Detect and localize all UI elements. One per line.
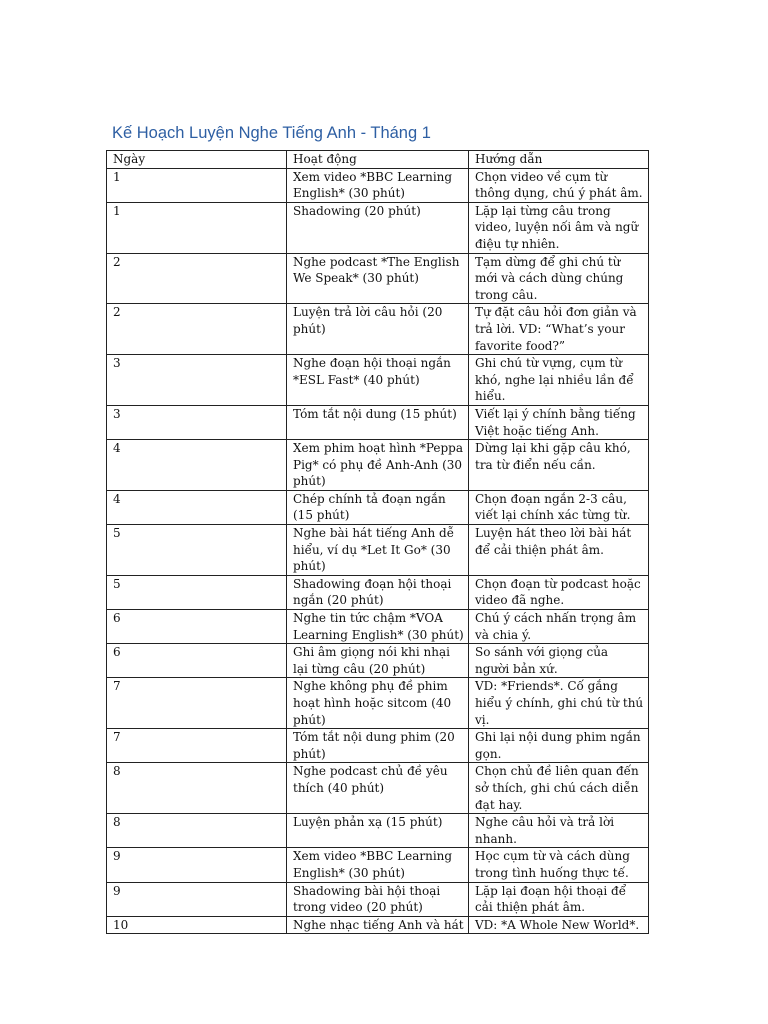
cell-guide: Chọn đoạn từ podcast hoặc video đã nghe. <box>469 575 649 609</box>
cell-guide: Ghi chú từ vựng, cụm từ khó, nghe lại nhiều lần để hiểu. <box>469 355 649 406</box>
cell-guide: Chọn video về cụm từ thông dụng, chú ý phát âm. <box>469 168 649 202</box>
table-row <box>107 644 649 678</box>
cell-activity: Nghe tin tức chậm *VOA Learning English* (30 phút) <box>287 610 469 644</box>
table-row <box>107 405 649 439</box>
cell-activity: Luyện phản xạ (15 phút) <box>287 814 469 848</box>
cell-day: 6 <box>107 644 287 678</box>
plan-table <box>106 150 649 934</box>
header-activity: Hoạt động <box>287 151 469 169</box>
cell-day: 4 <box>107 440 287 491</box>
cell-guide: Chọn đoạn ngắn 2-3 câu, viết lại chính xác từng từ. <box>469 490 649 524</box>
cell-day: 3 <box>107 405 287 439</box>
table-row <box>107 168 649 202</box>
table-row <box>107 678 649 729</box>
cell-activity: Xem phim hoạt hình *Peppa Pig* có phụ đề Anh-Anh (30 phút) <box>287 440 469 491</box>
cell-guide: Dừng lại khi gặp câu khó, tra từ điển nếu cần. <box>469 440 649 491</box>
table-row <box>107 525 649 576</box>
table-row <box>107 355 649 406</box>
cell-guide: Chú ý cách nhấn trọng âm và chia ý. <box>469 610 649 644</box>
cell-activity: Ghi âm giọng nói khi nhại lại từng câu (20 phút) <box>287 644 469 678</box>
header-guide: Hướng dẫn <box>469 151 649 169</box>
table-body <box>107 168 649 934</box>
cell-activity: Nghe bài hát tiếng Anh dễ hiểu, ví dụ *Let It Go* (30 phút) <box>287 525 469 576</box>
cell-day: 7 <box>107 678 287 729</box>
cell-guide: Lặp lại đoạn hội thoại để cải thiện phát âm. <box>469 882 649 916</box>
cell-guide: Tự đặt câu hỏi đơn giản và trả lời. VD: “What’s your favorite food?” <box>469 304 649 355</box>
table-row <box>107 882 649 916</box>
cell-day: 6 <box>107 610 287 644</box>
cell-day: 1 <box>107 168 287 202</box>
cell-guide: VD: *Friends*. Cố gắng hiểu ý chính, ghi chú từ thú vị. <box>469 678 649 729</box>
table-row <box>107 848 649 882</box>
cell-day: 9 <box>107 882 287 916</box>
cell-guide: Viết lại ý chính bằng tiếng Việt hoặc tiếng Anh. <box>469 405 649 439</box>
cell-guide: Chọn chủ đề liên quan đến sở thích, ghi chú cách diễn đạt hay. <box>469 763 649 814</box>
table-row <box>107 440 649 491</box>
cell-guide: Lặp lại từng câu trong video, luyện nối âm và ngữ điệu tự nhiên. <box>469 202 649 253</box>
table-row <box>107 575 649 609</box>
cell-guide: Nghe câu hỏi và trả lời nhanh. <box>469 814 649 848</box>
cell-day: 10 <box>107 916 287 934</box>
cell-day: 9 <box>107 848 287 882</box>
document-title: Kế Hoạch Luyện Nghe Tiếng Anh - Tháng 1 <box>112 124 431 142</box>
cell-guide: Học cụm từ và cách dùng trong tình huống thực tế. <box>469 848 649 882</box>
table-row <box>107 490 649 524</box>
cell-day: 5 <box>107 525 287 576</box>
cell-activity: Luyện trả lời câu hỏi (20 phút) <box>287 304 469 355</box>
cell-day: 5 <box>107 575 287 609</box>
cell-activity: Nghe podcast chủ đề yêu thích (40 phút) <box>287 763 469 814</box>
cell-activity: Shadowing đoạn hội thoại ngắn (20 phút) <box>287 575 469 609</box>
cell-day: 8 <box>107 814 287 848</box>
cell-guide: Luyện hát theo lời bài hát để cải thiện phát âm. <box>469 525 649 576</box>
table-row <box>107 304 649 355</box>
cell-day: 2 <box>107 304 287 355</box>
table-row <box>107 814 649 848</box>
cell-guide: VD: *A Whole New World*. <box>469 916 649 934</box>
cell-activity: Shadowing (20 phút) <box>287 202 469 253</box>
cell-activity: Shadowing bài hội thoại trong video (20 phút) <box>287 882 469 916</box>
cell-day: 3 <box>107 355 287 406</box>
cell-day: 2 <box>107 253 287 304</box>
cell-activity: Nghe không phụ đề phim hoạt hình hoặc sitcom (40 phút) <box>287 678 469 729</box>
cell-day: 4 <box>107 490 287 524</box>
cell-activity: Nghe đoạn hội thoại ngắn *ESL Fast* (40 phút) <box>287 355 469 406</box>
cell-activity: Chép chính tả đoạn ngắn (15 phút) <box>287 490 469 524</box>
table-row <box>107 763 649 814</box>
cell-activity: Nghe podcast *The English We Speak* (30 phút) <box>287 253 469 304</box>
table-row <box>107 202 649 253</box>
cell-guide: So sánh với giọng của người bản xứ. <box>469 644 649 678</box>
cell-day: 8 <box>107 763 287 814</box>
header-day: Ngày <box>107 151 287 169</box>
cell-guide: Tạm dừng để ghi chú từ mới và cách dùng chúng trong câu. <box>469 253 649 304</box>
cell-activity: Nghe nhạc tiếng Anh và hát <box>287 916 469 934</box>
cell-activity: Xem video *BBC Learning English* (30 phút) <box>287 848 469 882</box>
table-row <box>107 253 649 304</box>
cell-activity: Xem video *BBC Learning English* (30 phút) <box>287 168 469 202</box>
table-header-row <box>107 151 649 169</box>
table-row <box>107 916 649 934</box>
cell-guide: Ghi lại nội dung phim ngắn gọn. <box>469 729 649 763</box>
table-row <box>107 729 649 763</box>
cell-activity: Tóm tắt nội dung (15 phút) <box>287 405 469 439</box>
cell-day: 7 <box>107 729 287 763</box>
cell-activity: Tóm tắt nội dung phim (20 phút) <box>287 729 469 763</box>
table-row <box>107 610 649 644</box>
cell-day: 1 <box>107 202 287 253</box>
